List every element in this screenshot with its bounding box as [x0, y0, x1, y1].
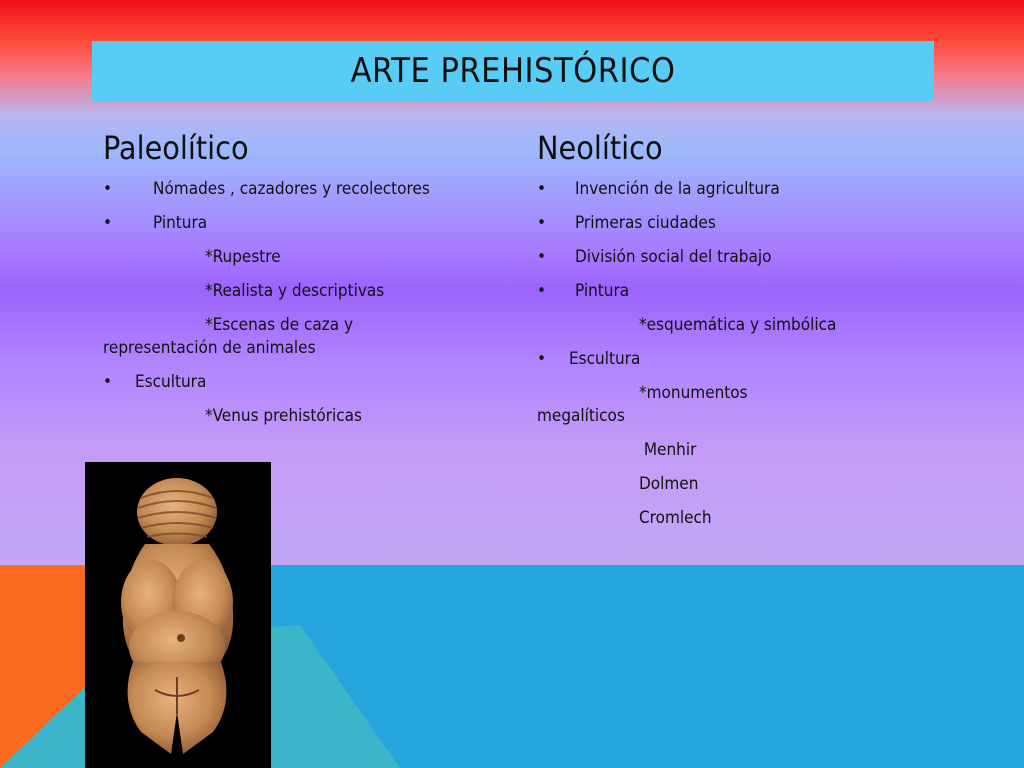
list-item [537, 212, 897, 235]
list-item [537, 348, 897, 371]
paleolitico-column [103, 128, 433, 439]
bullet-marker: • [537, 281, 547, 301]
paleolitico-heading: Paleolítico [103, 129, 249, 167]
item-text: Escultura [569, 349, 641, 369]
venus-figurine-drawing [85, 462, 271, 768]
item-text: Invención de la agricultura [575, 179, 780, 199]
sub-item: Menhir [639, 440, 697, 460]
sub-item: *monumentos megalíticos [537, 383, 748, 426]
list-item [103, 212, 433, 235]
sub-item: *Venus prehistóricas [205, 406, 362, 426]
item-text: Primeras ciudades [575, 213, 716, 233]
item-text: Pintura [153, 213, 208, 233]
sub-item: *Escenas de caza y representación de animales [103, 315, 354, 358]
bullet-marker: • [103, 179, 113, 199]
bullet-marker: • [537, 349, 547, 369]
item-text: Nómades , cazadores y recolectores [153, 179, 430, 199]
bullet-marker: • [537, 179, 547, 199]
list-item [103, 371, 433, 394]
sub-item: *esquemática y simbólica [639, 315, 837, 335]
title-bar [92, 41, 934, 101]
list-item [537, 246, 897, 269]
sub-item: Cromlech [639, 508, 712, 528]
bullet-marker: • [103, 213, 113, 233]
neolitico-column [537, 128, 897, 541]
neolitico-heading: Neolítico [537, 129, 663, 167]
sub-item: *Realista y descriptivas [205, 281, 385, 301]
sub-item: *Rupestre [205, 247, 281, 267]
item-text: Pintura [575, 281, 630, 301]
bullet-marker: • [537, 247, 547, 267]
item-text: Escultura [135, 372, 207, 392]
sub-item: Dolmen [639, 474, 699, 494]
list-item [537, 178, 897, 201]
bullet-marker: • [103, 372, 113, 392]
item-text: División social del trabajo [575, 247, 772, 267]
slide-title: ARTE PREHISTÓRICO [350, 51, 676, 91]
list-item [103, 178, 433, 201]
bullet-marker: • [537, 213, 547, 233]
venus-figurine-image [85, 462, 271, 768]
list-item [537, 280, 897, 303]
